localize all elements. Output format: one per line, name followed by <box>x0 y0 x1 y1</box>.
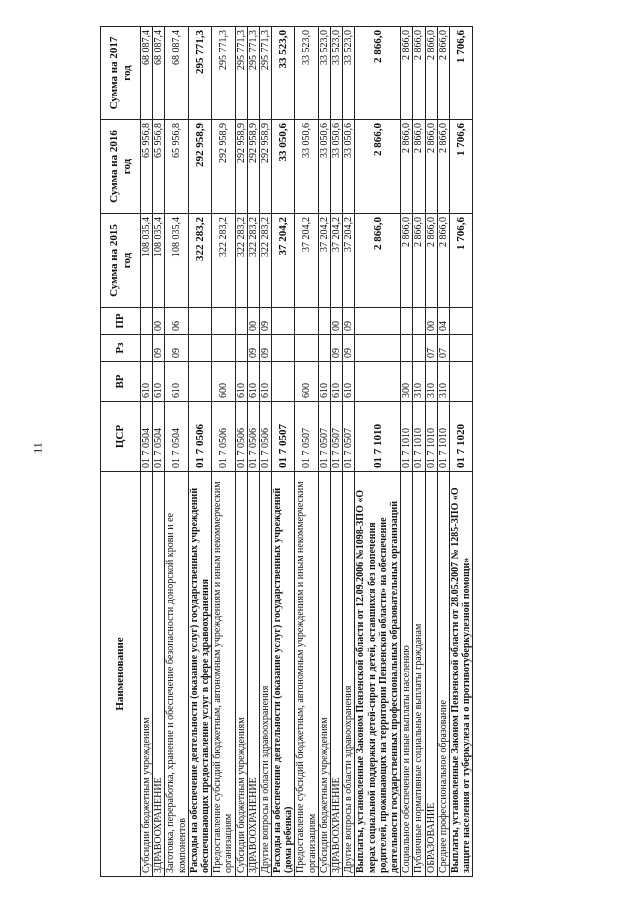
rz-cell <box>355 335 401 362</box>
pr-cell: 06 <box>165 308 188 335</box>
name-cell: Выплаты, установленные Законом Пензенской области от 28.05.2007 № 1285-ЗПО «О защите населения от туберкулеза и о противотуберкулезной помощи» <box>449 472 472 877</box>
rz-cell: 09 <box>259 335 271 362</box>
csr-cell: 01 7 0504 <box>141 402 153 472</box>
sum-2017-cell: 68 087,4 <box>153 27 165 120</box>
name-cell: Другие вопросы в области здравоохранения <box>259 472 271 877</box>
table-row <box>437 27 449 877</box>
rz-cell: 09 <box>331 335 343 362</box>
csr-cell: 01 7 0507 <box>343 402 355 472</box>
sum-2017-cell: 68 087,4 <box>165 27 188 120</box>
csr-cell: 01 7 0507 <box>272 402 295 472</box>
name-cell: Расходы на обеспечение деятельности (оказание услуг) государственных учреждений (дома ребенка) <box>272 472 295 877</box>
name-cell: ЗДРАВООХРАНЕНИЕ <box>153 472 165 877</box>
rz-cell: 09 <box>343 335 355 362</box>
sum-2015-cell: 37 204,2 <box>295 214 318 308</box>
table-row <box>401 27 413 877</box>
vr-cell: 610 <box>235 362 247 402</box>
csr-cell: 01 7 1010 <box>437 402 449 472</box>
rz-cell <box>141 335 153 362</box>
rz-cell <box>212 335 235 362</box>
sum-2017-cell: 295 771,3 <box>212 27 235 120</box>
pr-cell <box>272 308 295 335</box>
vr-cell <box>272 362 295 402</box>
name-cell: Публичные нормативные социальные выплаты гражданам <box>413 472 425 877</box>
vr-cell: 610 <box>343 362 355 402</box>
csr-cell: 01 7 0506 <box>259 402 271 472</box>
vr-cell: 300 <box>401 362 413 402</box>
table-row <box>165 27 188 877</box>
page-number: 11 <box>30 442 45 454</box>
pr-cell: 04 <box>437 308 449 335</box>
rz-cell <box>295 335 318 362</box>
rz-cell: 09 <box>153 335 165 362</box>
name-cell: Другие вопросы в области здравоохранения <box>343 472 355 877</box>
table-row <box>343 27 355 877</box>
pr-cell <box>295 308 318 335</box>
budget-table <box>100 26 473 877</box>
sum-2015-cell: 2 866,0 <box>437 214 449 308</box>
sum-2016-cell: 65 956,8 <box>165 120 188 214</box>
csr-cell: 01 7 0506 <box>235 402 247 472</box>
vr-cell: 310 <box>437 362 449 402</box>
csr-cell: 01 7 0506 <box>247 402 259 472</box>
sum-2016-cell: 1 706,6 <box>449 120 472 214</box>
header-csr: ЦСР <box>101 402 141 472</box>
pr-cell <box>188 308 211 335</box>
vr-cell: 610 <box>318 362 330 402</box>
sum-2017-cell: 33 523,0 <box>343 27 355 120</box>
rz-cell <box>188 335 211 362</box>
sum-2015-cell: 322 283,2 <box>235 214 247 308</box>
pr-cell: 00 <box>247 308 259 335</box>
sum-2016-cell: 2 866,0 <box>413 120 425 214</box>
sum-2016-cell: 2 866,0 <box>425 120 437 214</box>
sum-2015-cell: 1 706,6 <box>449 214 472 308</box>
header-vr: ВР <box>101 362 141 402</box>
csr-cell: 01 7 1010 <box>413 402 425 472</box>
pr-cell <box>141 308 153 335</box>
sum-2016-cell: 292 958,9 <box>247 120 259 214</box>
sum-2015-cell: 2 866,0 <box>413 214 425 308</box>
table-row <box>212 27 235 877</box>
rz-cell <box>272 335 295 362</box>
vr-cell <box>355 362 401 402</box>
sum-2015-cell: 2 866,0 <box>425 214 437 308</box>
pr-cell <box>401 308 413 335</box>
sum-2015-cell: 322 283,2 <box>212 214 235 308</box>
vr-cell: 610 <box>165 362 188 402</box>
vr-cell: 600 <box>295 362 318 402</box>
name-cell: Расходы на обеспечение деятельности (оказание услуг) государственных учреждений обеспечивающих предоставление услуг в сфере здравоохранения <box>188 472 211 877</box>
table-row <box>247 27 259 877</box>
header-row <box>101 27 141 877</box>
sum-2015-cell: 322 283,2 <box>247 214 259 308</box>
sum-2015-cell: 322 283,2 <box>188 214 211 308</box>
sum-2016-cell: 292 958,9 <box>212 120 235 214</box>
sum-2016-cell: 292 958,9 <box>235 120 247 214</box>
name-cell: Социальное обеспечение и иные выплаты населению <box>401 472 413 877</box>
csr-cell: 01 7 1010 <box>355 402 401 472</box>
sum-2017-cell: 68 087,4 <box>141 27 153 120</box>
header-sum-2016: Сумма на 2016 год <box>101 120 141 214</box>
name-cell: Предоставление субсидий бюджетным, автономным учреждениям и иным некоммерческим организациям <box>295 472 318 877</box>
rz-cell <box>449 335 472 362</box>
sum-2015-cell: 322 283,2 <box>259 214 271 308</box>
csr-cell: 01 7 1020 <box>449 402 472 472</box>
sum-2016-cell: 33 050,6 <box>272 120 295 214</box>
table-row <box>235 27 247 877</box>
name-cell: Субсидии бюджетным учреждениям <box>141 472 153 877</box>
sum-2017-cell: 295 771,3 <box>235 27 247 120</box>
name-cell: ОБРАЗОВАНИЕ <box>425 472 437 877</box>
name-cell: ЗДРАВООХРАНЕНИЕ <box>247 472 259 877</box>
sum-2016-cell: 292 958,9 <box>259 120 271 214</box>
vr-cell: 610 <box>331 362 343 402</box>
sum-2015-cell: 2 866,0 <box>401 214 413 308</box>
header-sum-2015: Сумма на 2015 год <box>101 214 141 308</box>
pr-cell: 00 <box>153 308 165 335</box>
header-pr: ПР <box>101 308 141 335</box>
sum-2017-cell: 295 771,3 <box>247 27 259 120</box>
sum-2015-cell: 37 204,2 <box>331 214 343 308</box>
csr-cell: 01 7 0507 <box>318 402 330 472</box>
vr-cell <box>188 362 211 402</box>
table-row <box>272 27 295 877</box>
csr-cell: 01 7 0506 <box>212 402 235 472</box>
sum-2017-cell: 1 706,6 <box>449 27 472 120</box>
vr-cell: 610 <box>141 362 153 402</box>
pr-cell: 09 <box>259 308 271 335</box>
sum-2017-cell: 295 771,3 <box>259 27 271 120</box>
name-cell: Предоставление субсидий бюджетным, автономным учреждениям и иным некоммерческим организациям <box>212 472 235 877</box>
sum-2017-cell: 2 866,0 <box>401 27 413 120</box>
vr-cell: 610 <box>247 362 259 402</box>
table-row <box>295 27 318 877</box>
sum-2016-cell: 65 956,8 <box>141 120 153 214</box>
vr-cell: 610 <box>259 362 271 402</box>
sum-2016-cell: 33 050,6 <box>331 120 343 214</box>
pr-cell <box>355 308 401 335</box>
rz-cell: 07 <box>437 335 449 362</box>
sum-2017-cell: 33 523,0 <box>295 27 318 120</box>
pr-cell <box>235 308 247 335</box>
name-cell: Заготовка, переработка, хранение и обеспечение безопасности донорской крови и ее компонентов <box>165 472 188 877</box>
vr-cell: 310 <box>413 362 425 402</box>
sum-2016-cell: 33 050,6 <box>343 120 355 214</box>
pr-cell <box>449 308 472 335</box>
rz-cell <box>318 335 330 362</box>
csr-cell: 01 7 0504 <box>165 402 188 472</box>
pr-cell <box>318 308 330 335</box>
sum-2015-cell: 108 035,4 <box>165 214 188 308</box>
csr-cell: 01 7 1010 <box>425 402 437 472</box>
vr-cell: 610 <box>153 362 165 402</box>
sum-2017-cell: 33 523,0 <box>318 27 330 120</box>
sum-2016-cell: 33 050,6 <box>318 120 330 214</box>
name-cell: Субсидии бюджетным учреждениям <box>318 472 330 877</box>
rz-cell <box>235 335 247 362</box>
sum-2017-cell: 33 523,0 <box>272 27 295 120</box>
rz-cell: 09 <box>165 335 188 362</box>
sum-2016-cell: 33 050,6 <box>295 120 318 214</box>
table-body <box>141 27 473 877</box>
sum-2015-cell: 37 204,2 <box>272 214 295 308</box>
table-row <box>355 27 401 877</box>
table-row <box>188 27 211 877</box>
sum-2016-cell: 2 866,0 <box>401 120 413 214</box>
sum-2016-cell: 2 866,0 <box>355 120 401 214</box>
table-row <box>318 27 330 877</box>
rz-cell: 09 <box>247 335 259 362</box>
sum-2016-cell: 65 956,8 <box>153 120 165 214</box>
sum-2017-cell: 2 866,0 <box>355 27 401 120</box>
header-name: Наименование <box>101 472 141 877</box>
table-row <box>141 27 153 877</box>
sum-2016-cell: 292 958,9 <box>188 120 211 214</box>
sum-2017-cell: 33 523,0 <box>331 27 343 120</box>
csr-cell: 01 7 0506 <box>188 402 211 472</box>
sum-2017-cell: 2 866,0 <box>413 27 425 120</box>
header-rz: Рз <box>101 335 141 362</box>
csr-cell: 01 7 0507 <box>295 402 318 472</box>
table-row <box>425 27 437 877</box>
sum-2017-cell: 2 866,0 <box>437 27 449 120</box>
vr-cell: 310 <box>425 362 437 402</box>
name-cell: Выплаты, установленные Законом Пензенской области от 12.09.2006 №1098-ЗПО «О мерах социальной поддержки детей-сирот и детей, оставшихся без попечения родителей, проживающих на территории Пензенской области» на обеспечение деятельности государственных профессиональных образовательных организаций <box>355 472 401 877</box>
table-row <box>259 27 271 877</box>
csr-cell: 01 7 0507 <box>331 402 343 472</box>
sum-2015-cell: 37 204,2 <box>343 214 355 308</box>
name-cell: ЗДРАВООХРАНЕНИЕ <box>331 472 343 877</box>
pr-cell <box>212 308 235 335</box>
sum-2015-cell: 2 866,0 <box>355 214 401 308</box>
sum-2017-cell: 295 771,3 <box>188 27 211 120</box>
sum-2016-cell: 2 866,0 <box>437 120 449 214</box>
pr-cell <box>413 308 425 335</box>
vr-cell <box>449 362 472 402</box>
pr-cell: 00 <box>331 308 343 335</box>
table-row <box>413 27 425 877</box>
rz-cell: 07 <box>425 335 437 362</box>
pr-cell: 09 <box>343 308 355 335</box>
sum-2017-cell: 2 866,0 <box>425 27 437 120</box>
name-cell: Субсидии бюджетным учреждениям <box>235 472 247 877</box>
table-row <box>153 27 165 877</box>
pr-cell: 00 <box>425 308 437 335</box>
table-row <box>449 27 472 877</box>
sum-2015-cell: 108 035,4 <box>141 214 153 308</box>
vr-cell: 600 <box>212 362 235 402</box>
rotated-page <box>100 27 620 877</box>
header-sum-2017: Сумма на 2017 год <box>101 27 141 120</box>
sum-2015-cell: 37 204,2 <box>318 214 330 308</box>
name-cell: Среднее профессиональное образование <box>437 472 449 877</box>
rz-cell <box>413 335 425 362</box>
table-row <box>331 27 343 877</box>
sum-2015-cell: 108 035,4 <box>153 214 165 308</box>
csr-cell: 01 7 0504 <box>153 402 165 472</box>
rz-cell <box>401 335 413 362</box>
csr-cell: 01 7 1010 <box>401 402 413 472</box>
